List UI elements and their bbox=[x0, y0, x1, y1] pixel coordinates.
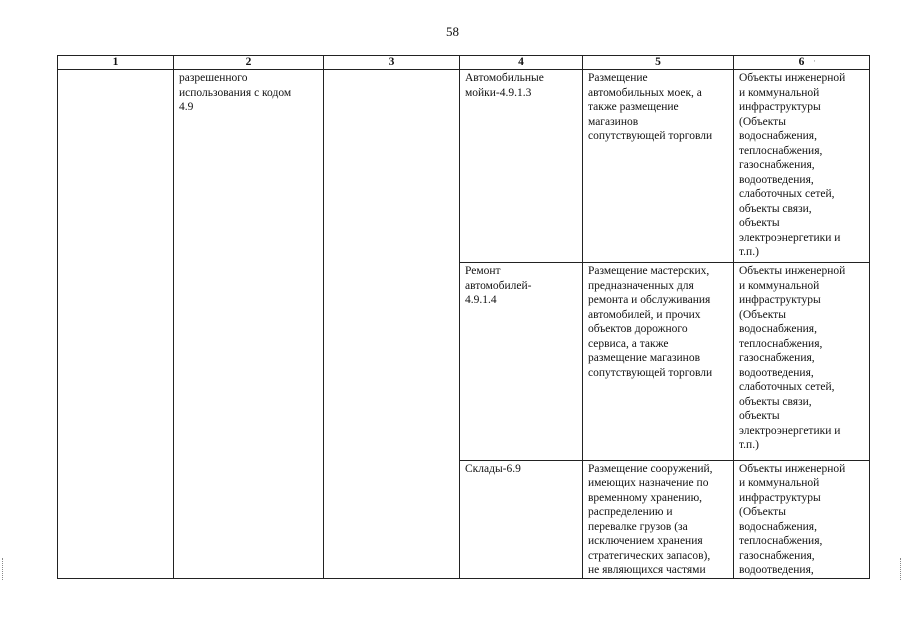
infrastructure-text: Объекты инженерной и коммунальной инфраструктуры (Объекты водоснабжения, теплоснабжения, газоснабжения, водоотведения, bbox=[739, 462, 846, 577]
use-type-text: Автомобильные мойки-4.9.1.3 bbox=[465, 72, 544, 99]
use-type-text: Ремонт автомобилей- 4.9.1.4 bbox=[465, 265, 532, 307]
scan-dot-mark: · bbox=[813, 56, 816, 66]
header-col-5: 5 bbox=[583, 56, 734, 70]
use-type-cell bbox=[460, 70, 583, 263]
infrastructure-cell bbox=[734, 70, 870, 263]
use-description-cell bbox=[583, 460, 734, 578]
header-col-4: 4 bbox=[460, 56, 583, 70]
use-description-cell bbox=[583, 263, 734, 460]
scan-edge-mark-right bbox=[900, 558, 903, 580]
main-use-text: разрешенного использования с кодом 4.9 bbox=[179, 72, 292, 113]
use-description-text: Размещение мастерских, предназначенных для ремонта и обслуживания автомобилей, и прочих объектов дорожного сервиса, а также размещение магазинов сопутствующей торговли bbox=[588, 265, 713, 379]
header-col-2: 2 bbox=[174, 56, 324, 70]
use-type-cell bbox=[460, 460, 583, 578]
infrastructure-text: Объекты инженерной и коммунальной инфраструктуры (Объекты водоснабжения, теплоснабжения, газоснабжения, водоотведения, слаботочных сетей, объекты связи, объекты электроэнергетики и т.п.) bbox=[739, 265, 846, 452]
scan-edge-mark-left bbox=[2, 558, 5, 580]
infrastructure-cell bbox=[734, 263, 870, 460]
params-cell bbox=[324, 70, 460, 579]
land-use-table bbox=[57, 55, 870, 579]
zone-cell bbox=[58, 70, 174, 579]
infrastructure-text: Объекты инженерной и коммунальной инфраструктуры (Объекты водоснабжения, теплоснабжения, газоснабжения, водоотведения, слаботочных сетей, объекты связи, объекты электроэнергетики и т.п.) bbox=[739, 72, 846, 258]
use-description-text: Размещение сооружений, имеющих назначение по временному хранению, распределению и перевалке грузов (за исключением хранения стратегических запасов), не являющихся частями bbox=[588, 462, 713, 577]
header-col-3: 3 bbox=[324, 56, 460, 70]
use-type-cell bbox=[460, 263, 583, 460]
table-row bbox=[58, 70, 870, 263]
page-number: 58 bbox=[446, 24, 459, 39]
header-col-6: 6 bbox=[734, 56, 870, 70]
table-header-row bbox=[58, 56, 870, 70]
infrastructure-cell bbox=[734, 460, 870, 578]
use-description-text: Размещение автомобильных моек, а также размещение магазинов сопутствующей торговли bbox=[588, 72, 713, 142]
header-col-1: 1 bbox=[58, 56, 174, 70]
main-use-cell bbox=[174, 70, 324, 579]
use-type-text: Склады-6.9 bbox=[465, 462, 521, 475]
use-description-cell bbox=[583, 70, 734, 263]
